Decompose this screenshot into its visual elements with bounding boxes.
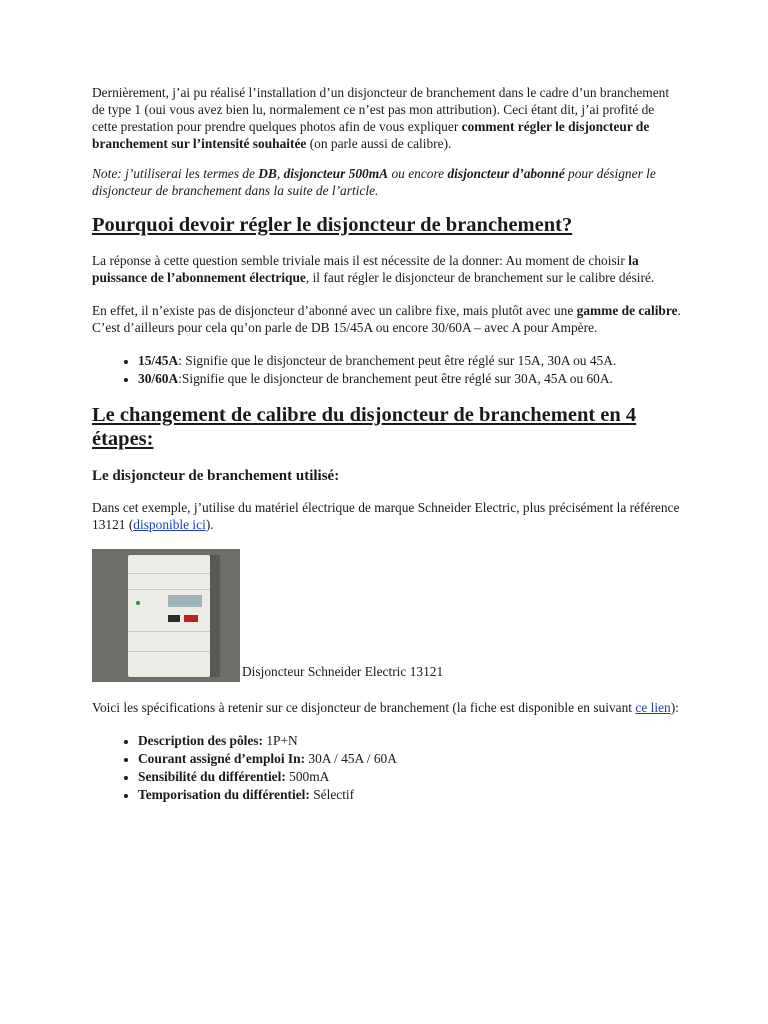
intro-bold-text: comment régler le disjoncteur de branchement sur l’intensité souhaitée — [92, 119, 650, 151]
section1-paragraph-1 — [92, 252, 682, 286]
paragraph-text-end: ): — [670, 700, 679, 715]
note-text-end: pour désigner le disjoncteur de branchement dans la suite de l’article. — [92, 166, 656, 198]
breaker-stripe — [128, 573, 210, 574]
list-item — [138, 352, 682, 369]
list-item — [138, 750, 682, 767]
note-text: Note: j’utiliserai les termes de — [92, 166, 259, 181]
spec-value: Sélectif — [309, 787, 355, 802]
note-paragraph — [92, 165, 682, 199]
calibre-list — [92, 352, 682, 387]
photo-caption: Disjoncteur Schneider Electric 13121 — [242, 664, 444, 679]
intro-paragraph — [92, 84, 682, 152]
paragraph-text: En effet, il n’existe pas de disjoncteur d’abonné avec un calibre fixe, mais plutôt avec une — [92, 303, 577, 318]
list-item — [138, 768, 682, 785]
note-term-abonne: disjoncteur d’abonné — [447, 166, 565, 181]
paragraph-text-end: . C’est d’ailleurs pour cela qu’on parle de DB 15/45A ou encore 30/60A – avec A pour Ampère. — [92, 303, 681, 335]
list-item-label: 30/60A — [138, 371, 179, 386]
breaker-photo — [92, 549, 240, 682]
paragraph-bold-text: gamme de calibre — [576, 303, 678, 318]
list-item-text: :Signifie que le disjoncteur de branchement peut être réglé sur 30A, 45A ou 60A. — [178, 371, 613, 386]
note-term-500ma: disjoncteur 500mA — [283, 166, 389, 181]
breaker-indicator — [136, 601, 140, 605]
product-figure — [92, 549, 682, 682]
note-separator: , — [276, 166, 284, 181]
spec-label: Sensibilité du différentiel: — [138, 769, 286, 784]
section1-heading: Pourquoi devoir régler le disjoncteur de branchement? — [92, 214, 573, 236]
paragraph-text: Dans cet exemple, j’utilise du matériel électrique de marque Schneider Electric, plus précisément la référence 13121 ( — [92, 500, 680, 532]
breaker-body — [128, 555, 210, 677]
breaker-black-button — [168, 615, 180, 622]
breaker-stripe — [128, 631, 210, 632]
disponible-ici-link[interactable]: disponible ici — [133, 517, 206, 532]
section2-heading: Le changement de calibre du disjoncteur de branchement en 4 étapes: — [92, 404, 637, 450]
note-term-db: DB — [258, 166, 277, 181]
breaker-stripe — [128, 651, 210, 652]
list-item-label: 15/45A — [138, 353, 179, 368]
spec-label: Description des pôles: — [138, 733, 263, 748]
spec-label: Courant assigné d’emploi In: — [138, 751, 306, 766]
list-item — [138, 786, 682, 803]
section2-paragraph-2 — [92, 699, 682, 716]
section2-paragraph-1 — [92, 499, 682, 533]
section2-subheading: Le disjoncteur de branchement utilisé: — [92, 468, 340, 484]
paragraph-bold-text: la puissance de l’abonnement électrique — [92, 253, 639, 285]
note-separator: ou encore — [388, 166, 448, 181]
article-body — [92, 84, 682, 819]
section1-paragraph-2 — [92, 302, 682, 336]
spec-value: 1P+N — [262, 733, 298, 748]
spec-label: Temporisation du différentiel: — [138, 787, 310, 802]
intro-text-end: (on parle aussi de calibre). — [306, 136, 452, 151]
list-item-text: : Signifie que le disjoncteur de branchement peut être réglé sur 15A, 30A ou 45A. — [178, 353, 617, 368]
spec-value: 30A / 45A / 60A — [305, 751, 397, 766]
list-item — [138, 732, 682, 749]
intro-text: Dernièrement, j’ai pu réalisé l’installation d’un disjoncteur de branchement dans le cadre d’un branchement de type 1 (oui vous avez bien lu, normalement ce n’est pas mon attribution). Ceci étant dit, j’ai profité de cette prestation pour prendre quelques photos afin de vous expliquer — [92, 85, 670, 134]
specs-list — [92, 732, 682, 803]
breaker-red-button — [184, 615, 198, 622]
paragraph-text: Voici les spécifications à retenir sur ce disjoncteur de branchement (la fiche est disponible en suivant — [92, 700, 636, 715]
list-item — [138, 370, 682, 387]
ce-lien-link[interactable]: ce lien — [635, 700, 671, 715]
paragraph-text-end: ). — [205, 517, 214, 532]
spec-value: 500mA — [285, 769, 330, 784]
paragraph-text-end: , il faut régler le disjoncteur de branchement sur le calibre désiré. — [305, 270, 655, 285]
breaker-stripe — [128, 589, 210, 590]
breaker-window — [168, 595, 202, 607]
breaker-shadow — [210, 555, 220, 677]
paragraph-text: La réponse à cette question semble triviale mais il est nécessite de la donner: Au moment de choisir — [92, 253, 629, 268]
